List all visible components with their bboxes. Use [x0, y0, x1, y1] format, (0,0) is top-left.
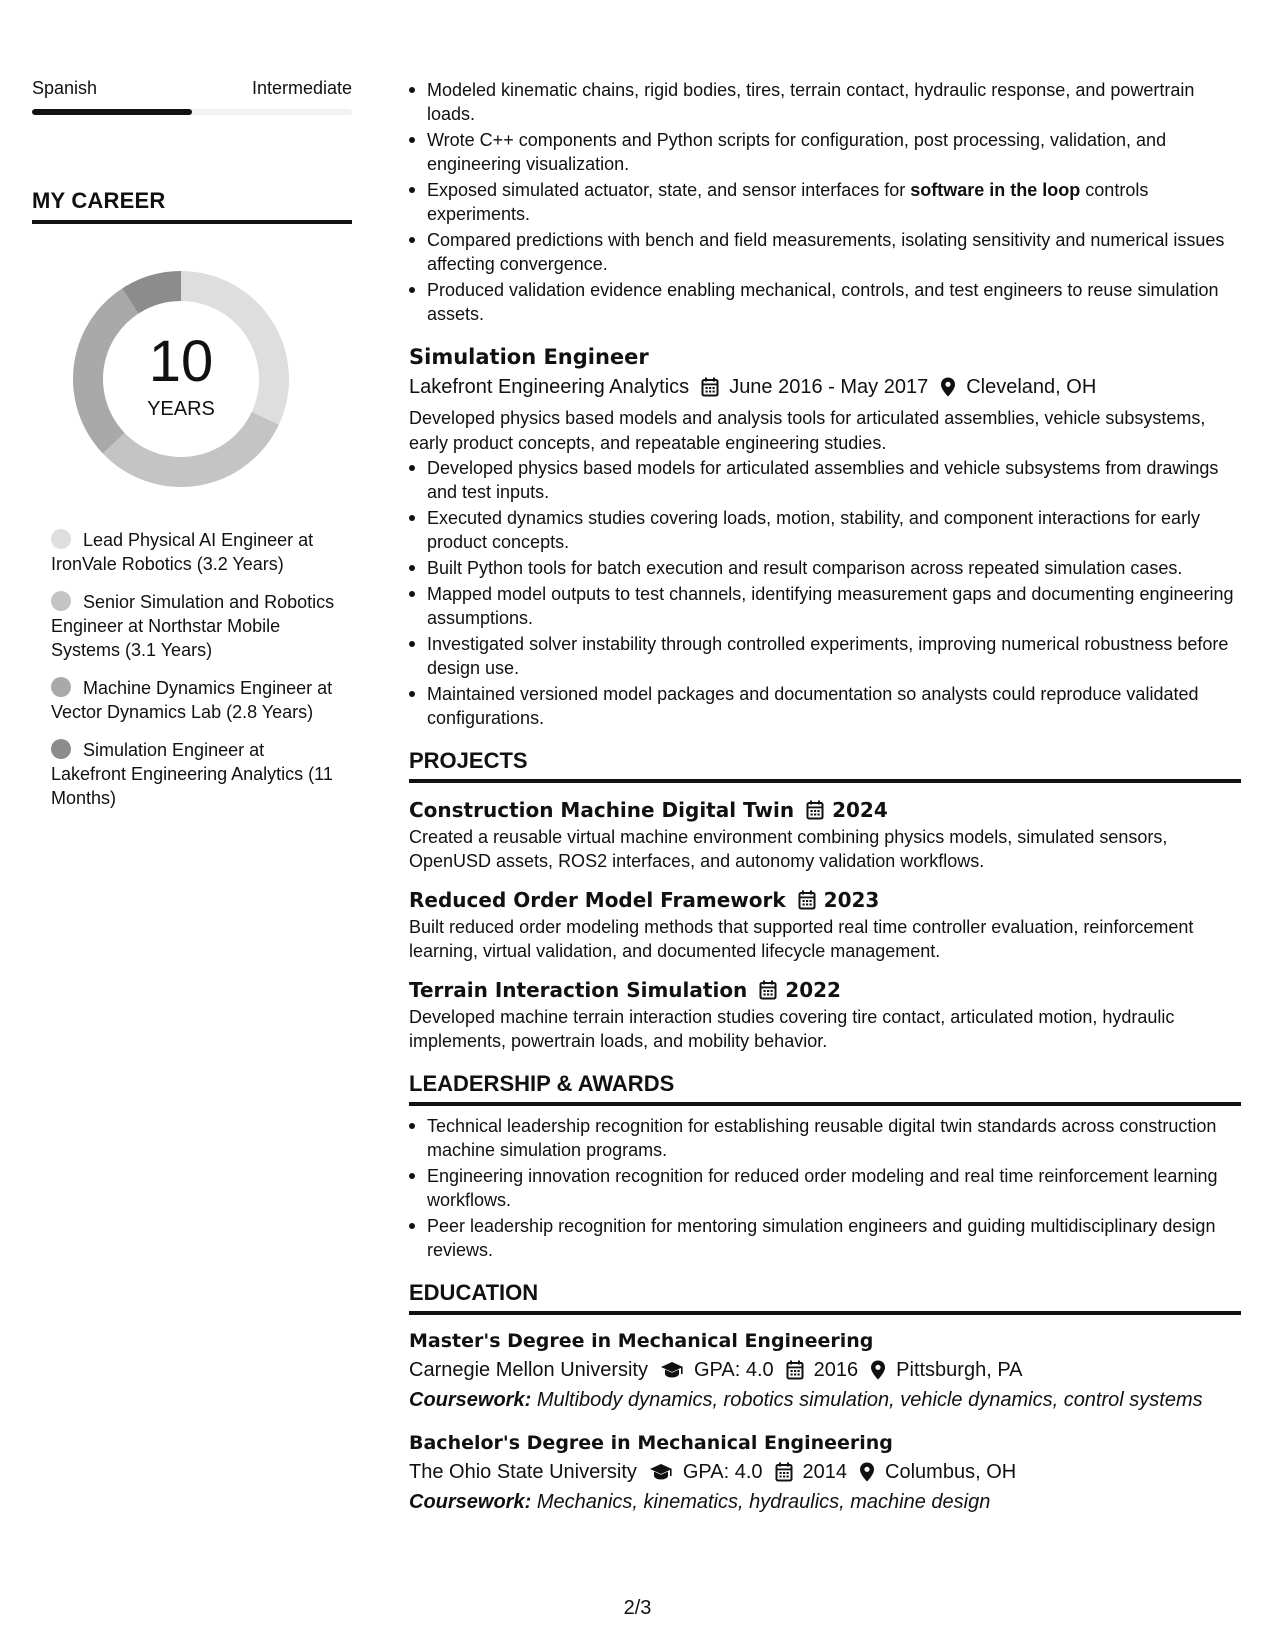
job-bullet: Executed dynamics studies covering loads, motion, stability, and component interactions for early product concepts. [409, 506, 1241, 554]
job-bullets [409, 456, 1241, 730]
language-row [32, 78, 352, 99]
graduation-year: 2016 [813, 1359, 859, 1381]
job-summary: Developed physics based models and analysis tools for articulated assemblies, vehicle subsystems, early product concepts, and repeatable engineering studies. [409, 408, 1206, 453]
legend-dot-icon [51, 591, 71, 611]
awards-heading: LEADERSHIP & AWARDS [409, 1071, 1241, 1106]
job-bullet: Maintained versioned model packages and documentation so analysts could reproduce validated configurations. [409, 682, 1241, 730]
project-title: Terrain Interaction Simulation 2022 [409, 975, 1241, 1005]
calendar-icon [701, 377, 719, 397]
career-legend [51, 528, 341, 810]
experience-bullet: Exposed simulated actuator, state, and sensor interfaces for software in the loop controls experiments. [409, 178, 1241, 226]
career-total-unit: YEARS [147, 398, 215, 420]
location-pin-icon [859, 1462, 875, 1482]
left-column [32, 78, 352, 824]
experience-bullet: Modeled kinematic chains, rigid bodies, tires, terrain contact, hydraulic response, and powertrain loads. [409, 78, 1241, 126]
award-item: Peer leadership recognition for mentoring simulation engineers and guiding multidisciplinary design reviews. [409, 1214, 1241, 1262]
location-pin-icon [940, 377, 956, 397]
career-legend-item: Machine Dynamics Engineer at Vector Dynamics Lab (2.8 Years) [51, 678, 333, 722]
legend-dot-icon [51, 739, 71, 759]
career-legend-item: Simulation Engineer at Lakefront Engineering Analytics (11 Months) [51, 740, 333, 808]
school-name: The Ohio State University [409, 1461, 637, 1483]
location-pin-icon [870, 1360, 886, 1380]
award-item: Technical leadership recognition for establishing reusable digital twin standards across construction machine simulation programs. [409, 1114, 1241, 1162]
graduation-cap-icon [649, 1463, 673, 1481]
gpa: GPA: 4.0 [682, 1461, 763, 1483]
graduation-cap-icon [660, 1361, 684, 1379]
calendar-icon [798, 890, 816, 910]
experience-continued-bullets [409, 78, 1241, 326]
page-number: 2/3 [623, 1597, 652, 1619]
calendar-icon [775, 1462, 793, 1482]
job-dates: June 2016 - May 2017 [729, 376, 929, 398]
language-name: Spanish [32, 78, 98, 98]
school-name: Carnegie Mellon University [409, 1359, 648, 1381]
job-company: Lakefront Engineering Analytics [409, 376, 690, 398]
language-proficiency-fill [32, 109, 192, 115]
calendar-icon [786, 1360, 804, 1380]
calendar-icon [806, 800, 824, 820]
right-column [409, 78, 1241, 1517]
job-bullet: Investigated solver instability through controlled experiments, improving numerical robustness before design use. [409, 632, 1241, 680]
project-description: Created a reusable virtual machine environment combining physics models, simulated sensors, OpenUSD assets, ROS2 interfaces, and autonomy validation workflows. [409, 827, 1168, 871]
language-proficiency-bar [32, 109, 352, 115]
school-location: Columbus, OH [885, 1461, 1017, 1483]
job-title: Simulation Engineer [409, 345, 649, 369]
legend-dot-icon [51, 529, 71, 549]
bold-emphasis: software in the loop [910, 180, 1081, 200]
language-level: Intermediate [251, 78, 352, 98]
graduation-year: 2014 [802, 1461, 848, 1483]
projects-heading: PROJECTS [409, 748, 1241, 783]
experience-bullet: Produced validation evidence enabling mechanical, controls, and test engineers to reuse simulation assets. [409, 278, 1241, 326]
project-description: Built reduced order modeling methods that supported real time controller evaluation, reinforcement learning, virtual validation, and documented lifecycle management. [409, 917, 1194, 961]
career-legend-item: Senior Simulation and Robotics Engineer at Northstar Mobile Systems (3.1 Years) [51, 592, 335, 660]
project-title: Construction Machine Digital Twin 2024 [409, 795, 1241, 825]
project-year: 2022 [785, 978, 841, 1002]
project-year: 2024 [832, 798, 888, 822]
education-meta [409, 1457, 1241, 1487]
career-heading: MY CAREER [32, 188, 352, 224]
project-year: 2023 [823, 888, 880, 912]
career-legend-item: Lead Physical AI Engineer at IronVale Robotics (3.2 Years) [51, 530, 314, 574]
degree-title: Bachelor's Degree in Mechanical Engineering [409, 1432, 893, 1454]
legend-dot-icon [51, 677, 71, 697]
education-meta [409, 1355, 1241, 1385]
career-donut-chart [66, 264, 296, 494]
award-item: Engineering innovation recognition for reduced order modeling and real time reinforcement learning workflows. [409, 1164, 1241, 1212]
experience-bullet: Wrote C++ components and Python scripts for configuration, post processing, validation, and engineering visualization. [409, 128, 1241, 176]
project-title: Reduced Order Model Framework 2023 [409, 885, 1241, 915]
job-bullet: Developed physics based models for articulated assemblies and vehicle subsystems from drawings and test inputs. [409, 456, 1241, 504]
education-heading: EDUCATION [409, 1280, 1241, 1315]
coursework: Coursework: Mechanics, kinematics, hydraulics, machine design [409, 1491, 991, 1513]
job-bullet: Built Python tools for batch execution and result comparison across repeated simulation cases. [409, 556, 1241, 580]
experience-bullet: Compared predictions with bench and field measurements, isolating sensitivity and numerical issues affecting convergence. [409, 228, 1241, 276]
school-location: Pittsburgh, PA [896, 1359, 1023, 1381]
job-meta [409, 372, 1241, 402]
career-total-years: 10 [148, 329, 214, 394]
job-location: Cleveland, OH [966, 376, 1097, 398]
project-description: Developed machine terrain interaction studies covering tire contact, articulated motion, hydraulic implements, powertrain loads, and mobility behavior. [409, 1007, 1175, 1051]
coursework: Coursework: Multibody dynamics, robotics simulation, vehicle dynamics, control systems [409, 1389, 1203, 1411]
gpa: GPA: 4.0 [693, 1359, 774, 1381]
degree-title: Master's Degree in Mechanical Engineering [409, 1330, 874, 1352]
job-bullet: Mapped model outputs to test channels, identifying measurement gaps and documenting engineering assumptions. [409, 582, 1241, 630]
calendar-icon [759, 980, 777, 1000]
awards-list [409, 1114, 1241, 1262]
